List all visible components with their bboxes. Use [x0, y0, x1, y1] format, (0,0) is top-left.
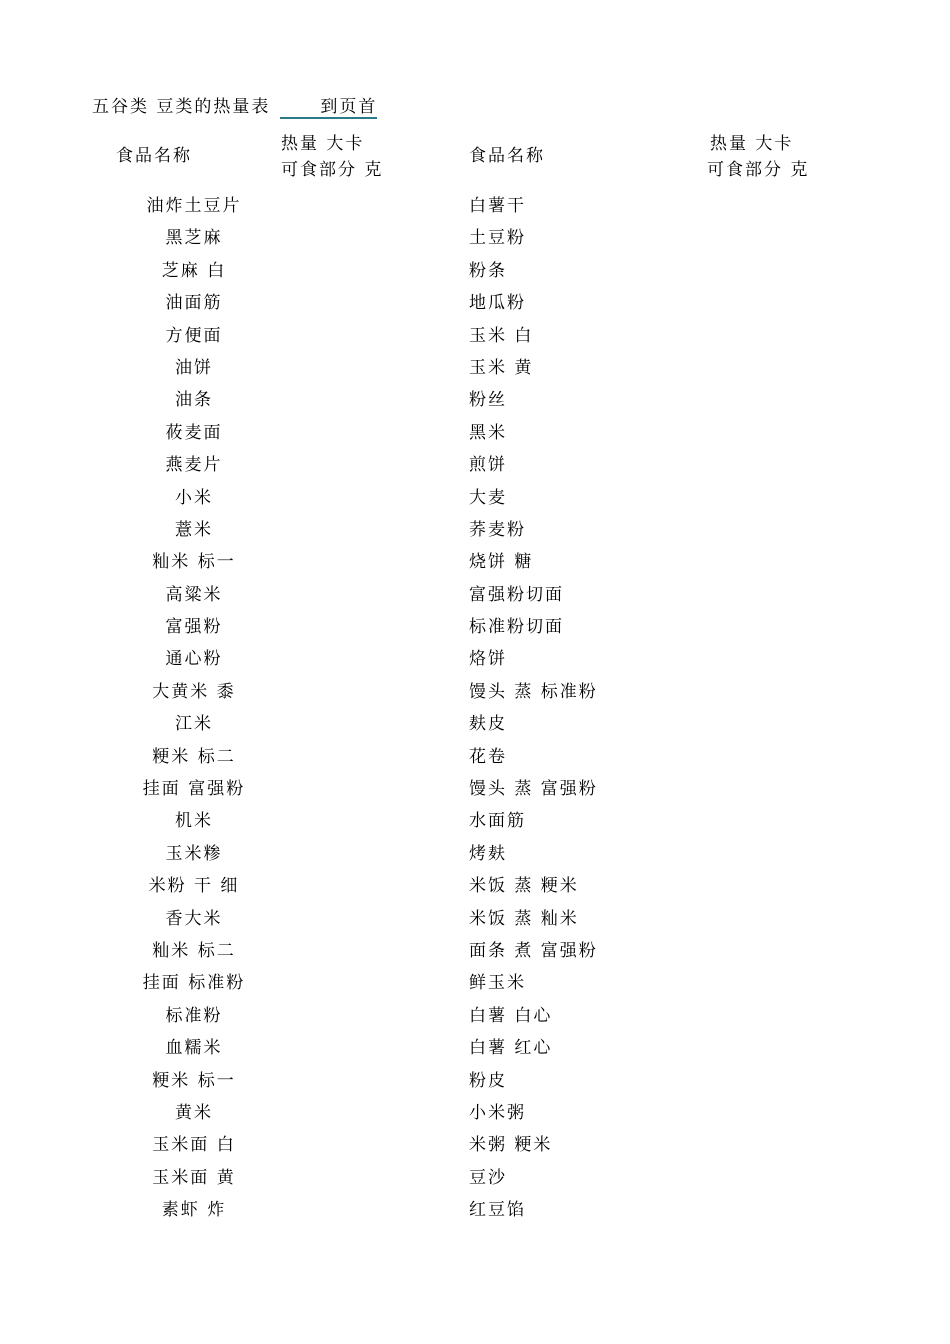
- food-name-cell: 烙饼: [469, 649, 507, 670]
- food-name-cell: 白薯 红心: [469, 1038, 553, 1059]
- food-name-cell: 香大米: [165, 908, 223, 929]
- left-name-header: 食品名称: [116, 146, 192, 166]
- food-name-cell: 机米: [175, 811, 213, 832]
- food-name-cell: 粉条: [469, 260, 507, 281]
- food-name-cell: 米饭 蒸 粳米: [469, 876, 579, 897]
- food-name-cell: 大黄米 黍: [152, 681, 236, 702]
- food-name-cell: 芝麻 白: [161, 260, 227, 281]
- food-name-cell: 馒头 蒸 富强粉: [469, 779, 598, 800]
- food-name-cell: 江米: [175, 714, 213, 735]
- food-name-cell: 米粥 粳米: [469, 1135, 553, 1156]
- food-name-cell: 血糯米: [165, 1038, 223, 1059]
- food-name-cell: 红豆馅: [469, 1200, 526, 1221]
- food-name-cell: 燕麦片: [165, 455, 223, 476]
- food-name-cell: 豆沙: [469, 1167, 507, 1188]
- food-name-cell: 油面筋: [165, 293, 223, 314]
- food-name-cell: 大麦: [469, 487, 507, 508]
- food-name-cell: 莜麦面: [165, 422, 223, 443]
- page-title: 五谷类 豆类的热量表: [92, 97, 271, 117]
- food-name-cell: 粉皮: [469, 1070, 507, 1091]
- food-name-cell: 薏米: [175, 519, 213, 540]
- food-name-cell: 方便面: [165, 325, 223, 346]
- food-name-cell: 标准粉切面: [469, 617, 564, 638]
- food-name-cell: 富强粉切面: [469, 584, 564, 605]
- food-name-cell: 高粱米: [165, 584, 223, 605]
- food-name-cell: 水面筋: [469, 811, 526, 832]
- food-name-cell: 煎饼: [469, 455, 507, 476]
- food-name-cell: 油条: [175, 390, 213, 411]
- food-name-cell: 烧饼 糖: [469, 552, 534, 573]
- left-energy-header-line1: 热量 大卡: [281, 134, 365, 154]
- food-name-cell: 小米: [175, 487, 213, 508]
- left-energy-header-line2: 可食部分 克: [281, 160, 384, 180]
- right-energy-header-line2: 可食部分 克: [707, 160, 810, 180]
- food-name-cell: 花卷: [469, 746, 507, 767]
- food-name-cell: 玉米面 黄: [152, 1167, 236, 1188]
- food-name-cell: 馒头 蒸 标准粉: [469, 681, 598, 702]
- food-name-cell: 标准粉: [165, 1005, 223, 1026]
- food-name-cell: 通心粉: [165, 649, 223, 670]
- food-name-cell: 米饭 蒸 籼米: [469, 908, 579, 929]
- food-name-cell: 米粉 干 细: [148, 876, 240, 897]
- food-name-cell: 玉米 黄: [469, 357, 534, 378]
- food-name-cell: 籼米 标二: [152, 940, 236, 961]
- food-name-cell: 油饼: [175, 357, 213, 378]
- food-name-cell: 白薯干: [469, 196, 526, 216]
- left-food-column: [94, 190, 294, 1227]
- food-name-cell: 玉米糁: [165, 843, 223, 864]
- food-name-cell: 挂面 标准粉: [142, 973, 246, 994]
- food-name-cell: 黑米: [469, 422, 507, 443]
- food-name-cell: 粳米 标二: [152, 746, 236, 767]
- food-name-cell: 荞麦粉: [469, 519, 526, 540]
- food-name-cell: 地瓜粉: [469, 293, 526, 314]
- food-name-cell: 籼米 标一: [152, 552, 236, 573]
- food-name-cell: 玉米 白: [469, 325, 534, 346]
- food-name-cell: 土豆粉: [469, 228, 526, 249]
- food-name-cell: 黄米: [175, 1102, 213, 1123]
- food-name-cell: 小米粥: [469, 1102, 526, 1123]
- food-name-cell: 油炸土豆片: [146, 196, 242, 216]
- food-name-cell: 鲜玉米: [469, 973, 526, 994]
- food-name-cell: 粳米 标一: [152, 1070, 236, 1091]
- back-to-top-link[interactable]: 到页首: [280, 97, 377, 119]
- food-name-cell: 富强粉: [165, 617, 223, 638]
- food-name-cell: 黑芝麻: [165, 228, 223, 249]
- food-name-cell: 粉丝: [469, 390, 507, 411]
- right-energy-header-line1: 热量 大卡: [710, 134, 794, 154]
- right-name-header: 食品名称: [469, 146, 545, 166]
- page-title-line: [92, 95, 377, 119]
- food-name-cell: 挂面 富强粉: [142, 779, 246, 800]
- food-name-cell: 面条 煮 富强粉: [469, 940, 598, 961]
- food-name-cell: 麸皮: [469, 714, 507, 735]
- food-name-cell: 烤麸: [469, 843, 507, 864]
- food-name-cell: 素虾 炸: [161, 1200, 227, 1221]
- food-name-cell: 白薯 白心: [469, 1005, 553, 1026]
- right-food-column: [469, 190, 729, 1227]
- food-name-cell: 玉米面 白: [152, 1135, 236, 1156]
